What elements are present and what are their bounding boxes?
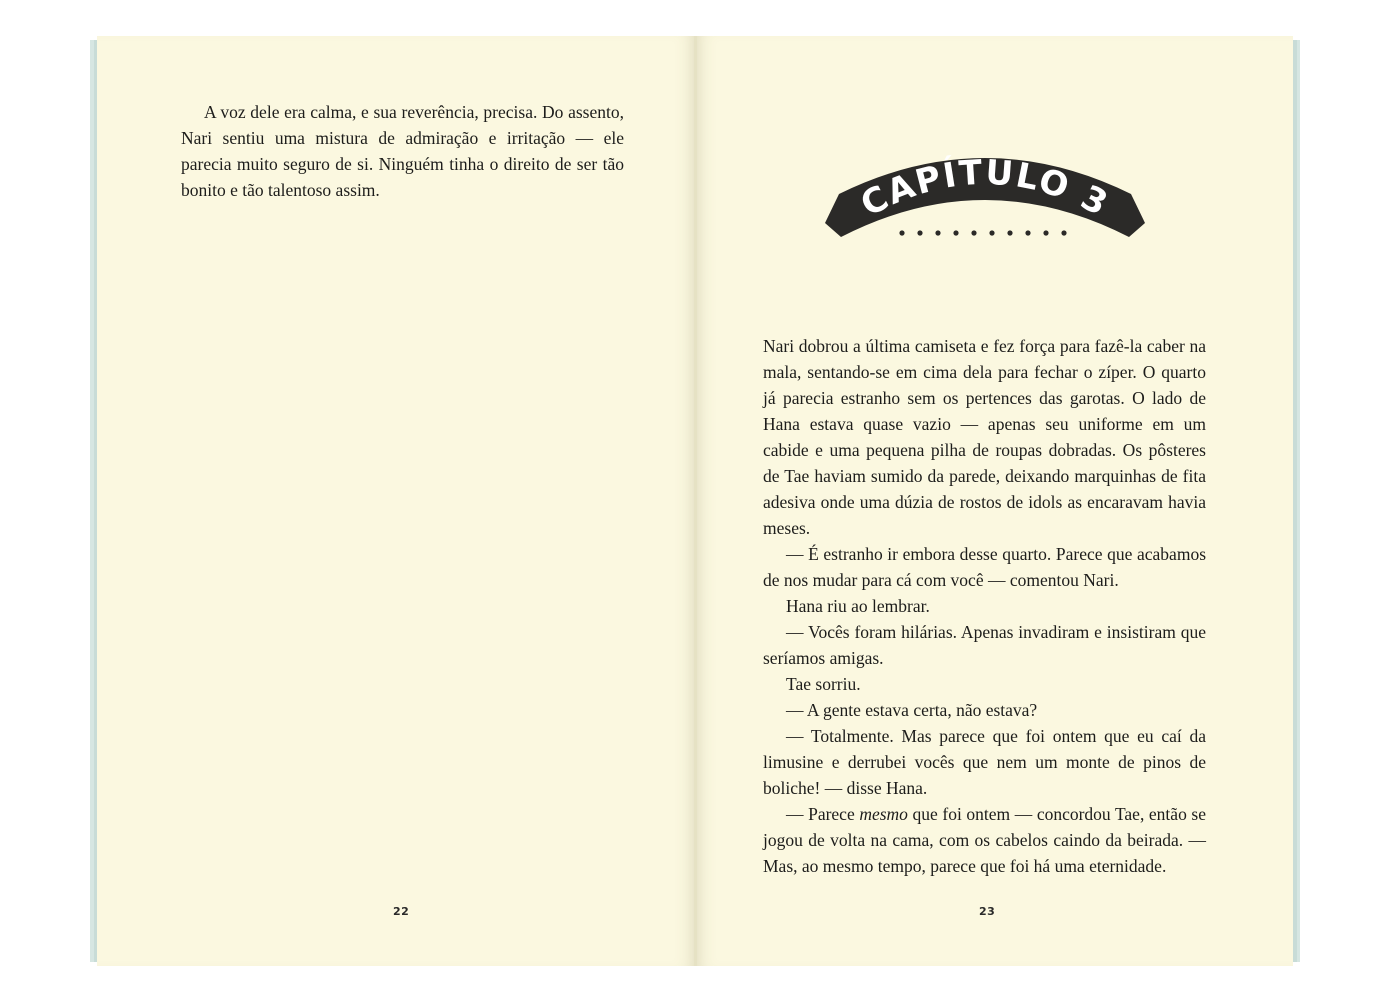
chapter-heading: [823, 146, 1147, 246]
chapter-banner: [823, 146, 1147, 246]
paragraph: A voz dele era calma, e sua reverência, precisa. Do assento, Nari sentiu uma mistura de admiração e irritação — ele parecia muito seguro de si. Ninguém tinha o direito de ser tão bonito e tão talentoso assim.: [181, 102, 624, 200]
page-number-right: 23: [979, 905, 996, 918]
paragraph: Tae sorriu.: [786, 674, 861, 694]
paragraph: Hana riu ao lembrar.: [786, 596, 930, 616]
dots-ornament: [899, 230, 1066, 235]
right-page: [697, 36, 1293, 966]
paragraph: — Totalmente. Mas parece que foi ontem que eu caí da limusine e derrubei vocês que nem um monte de pinos de boliche! — disse Hana.: [763, 726, 1206, 798]
left-page: [97, 36, 694, 966]
left-page-text: [181, 99, 624, 203]
paragraph: — É estranho ir embora desse quarto. Parece que acabamos de nos mudar para cá com você — comentou Nari.: [763, 544, 1206, 590]
paragraph: [763, 801, 1206, 879]
paragraph: — Vocês foram hilárias. Apenas invadiram e insistiram que seríamos amigas.: [763, 622, 1206, 668]
page-edge-right: [1297, 40, 1300, 962]
paragraph: Nari dobrou a última camiseta e fez força para fazê-la caber na mala, sentando-se em cima dela para fechar o zíper. O quarto já parecia estranho sem os pertences das garotas. O lado de Hana estava quase vazio — apenas seu uniforme em um cabide e uma pequena pilha de roupas dobradas. Os pôsteres de Tae haviam sumido da parede, deixando marquinhas de fita adesiva onde uma dúzia de rostos de idols as encaravam havia meses.: [763, 336, 1206, 538]
emphasis: mesmo: [859, 804, 908, 824]
text-run: — Parece: [786, 804, 860, 824]
right-page-text: [763, 333, 1206, 879]
text-run: que foi ontem — concordou Tae, então se jogou de volta na cama, com os cabelos caindo da beirada. — Mas, ao mesmo tempo, parece que foi há uma eternidade.: [763, 804, 1206, 876]
paragraph: — A gente estava certa, não estava?: [786, 700, 1038, 720]
chapter-title: CAPÍTULO 3: [854, 152, 1116, 225]
page-number-left: 22: [393, 905, 410, 918]
